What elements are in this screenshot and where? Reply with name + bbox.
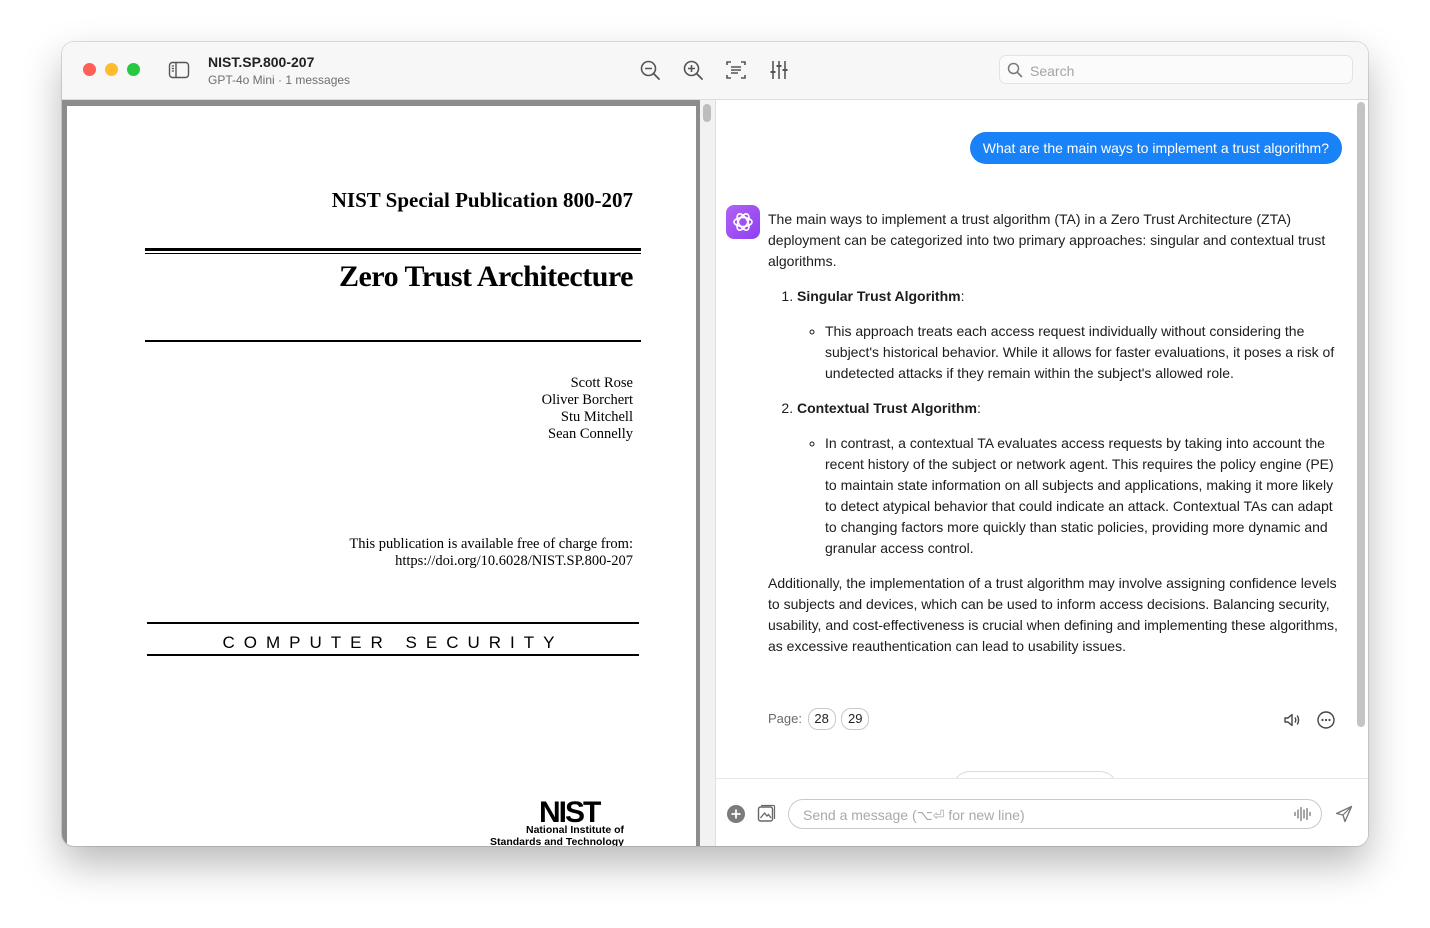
pdf-scrollbar[interactable]	[700, 100, 716, 846]
zoom-window-button[interactable]	[127, 63, 140, 76]
answer-conclusion: Additionally, the implementation of a trust algorithm may involve assigning confidence levels to subjects and devices, which can be used to inform access decisions. Balancing security, usability, and cost-effectiveness is crucial when defining and implementing these algorithms, as excessive reauthentication can lead to usability issues.	[768, 575, 1338, 654]
nist-logo: NIST	[539, 796, 600, 829]
answer-intro: The main ways to implement a trust algorithm (TA) in a Zero Trust Architecture (ZTA) deployment can be categorized into two primary approaches: singular and contextual trust algorithms.	[768, 211, 1326, 269]
approach-heading: Singular Trust Algorithm	[797, 288, 961, 304]
image-attachment-button[interactable]	[756, 804, 776, 824]
add-attachment-button[interactable]	[726, 804, 746, 824]
author-name: Stu Mitchell	[560, 409, 633, 425]
pdf-viewer[interactable]	[62, 100, 700, 846]
zoom-in-button[interactable]	[682, 59, 704, 81]
title-bar	[62, 42, 1368, 100]
zoom-in-icon	[682, 59, 704, 81]
availability-text: This publication is available free of charge from:	[349, 536, 633, 552]
search-input[interactable]	[1028, 59, 1348, 83]
page-chip[interactable]: 29	[841, 708, 869, 730]
document-title: NIST.SP.800-207	[208, 54, 315, 70]
pdf-scrollbar-thumb[interactable]	[703, 104, 711, 122]
page-label: Page:	[768, 711, 802, 726]
list-item	[797, 286, 1348, 384]
assistant-message	[768, 209, 1348, 657]
publication-series: NIST Special Publication 800-207	[331, 188, 633, 212]
speaker-icon	[1282, 710, 1302, 730]
ellipsis-circle-icon	[1316, 710, 1336, 730]
author-name: Oliver Borchert	[541, 392, 633, 408]
approach-description: ◦ This approach treats each access request individually without considering the subject's historical behavior. While it allows for faster evaluations, it poses a risk of undetected attacks if they remain within the subject's allowed role.	[825, 321, 1348, 384]
photo-icon	[756, 804, 776, 824]
page-chip[interactable]: 28	[808, 708, 836, 730]
sidebar-toggle-button[interactable]	[168, 60, 190, 80]
more-options-button[interactable]	[1316, 710, 1336, 730]
availability-note	[349, 536, 633, 570]
institute-line: Standards and Technology	[490, 836, 624, 846]
author-name: Scott Rose	[570, 375, 633, 391]
chat-panel	[716, 100, 1368, 846]
settings-sliders-button[interactable]	[768, 59, 790, 81]
read-aloud-button[interactable]	[1282, 710, 1302, 730]
heading-colon: :	[960, 288, 965, 304]
chat-scrollbar[interactable]	[1354, 100, 1368, 780]
approach-list	[768, 286, 1348, 559]
scan-text-button[interactable]	[725, 59, 747, 81]
heading-colon: :	[976, 400, 981, 416]
author-name: Sean Connelly	[548, 426, 633, 442]
approach-heading: Contextual Trust Algorithm	[797, 400, 977, 416]
publication-title: Zero Trust Architecture	[338, 260, 633, 293]
assistant-avatar	[726, 205, 760, 239]
approach-description: ◦ In contrast, a contextual TA evaluates access requests by taking into account the recent history of the subject or network agent. This requires the policy engine (PE) to maintain state information on all subjects and applications, making it more likely to detect atypical behavior that could indicate an attack. Contextual TAs can adapt to changing factors more quickly than static policies, providing more dynamic and granular access control.	[825, 433, 1348, 559]
divider	[145, 340, 641, 342]
openai-logo-icon	[726, 205, 760, 239]
computer-security-banner: COMPUTER SECURITY	[222, 633, 564, 652]
institute-line: National Institute of	[526, 824, 624, 836]
user-message-bubble: What are the main ways to implement a trust algorithm?	[970, 132, 1342, 164]
zoom-out-button[interactable]	[639, 59, 661, 81]
page-references	[768, 708, 869, 730]
institute-name	[490, 824, 624, 846]
send-button[interactable]	[1334, 804, 1354, 824]
divider	[145, 253, 641, 254]
doi-link[interactable]: https://doi.org/10.6028/NIST.SP.800-207	[395, 553, 633, 569]
send-icon	[1334, 804, 1354, 824]
search-icon	[1007, 62, 1023, 78]
message-composer	[716, 778, 1368, 846]
message-field[interactable]	[788, 799, 1322, 829]
search-box[interactable]	[999, 55, 1353, 84]
plus-circle-icon	[726, 804, 746, 824]
app-window	[62, 42, 1368, 846]
divider	[147, 622, 639, 624]
message-input[interactable]	[801, 803, 1285, 827]
chat-scrollbar-thumb[interactable]	[1357, 102, 1365, 727]
minimize-window-button[interactable]	[105, 63, 118, 76]
waveform-icon[interactable]	[1293, 805, 1311, 823]
pdf-page	[67, 106, 696, 846]
sidebar-icon	[168, 60, 190, 80]
divider	[145, 248, 641, 251]
author-list	[542, 375, 633, 443]
document-subtitle: GPT-4o Mini · 1 messages	[208, 73, 351, 87]
zoom-out-icon	[639, 59, 661, 81]
sliders-icon	[768, 59, 790, 81]
text-scan-icon	[725, 59, 747, 81]
list-item	[797, 398, 1348, 559]
divider	[147, 654, 639, 656]
close-window-button[interactable]	[83, 63, 96, 76]
